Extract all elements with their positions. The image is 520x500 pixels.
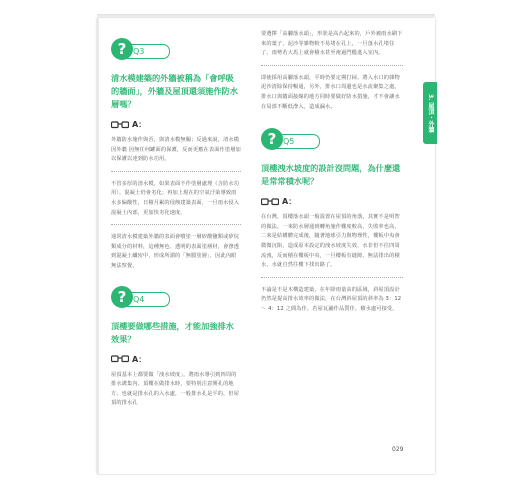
glasses-icon (111, 355, 129, 363)
q3-paragraph-3: 通常清水模建築外牆的表面會噴塗一層矽酸鹽類或矽烷類成分的材料，這種無色、透明的表面塗層材，會滲透到混凝土纖密中，形成所謂的「無膜塗層」，因此內眼無法察覺。 (111, 234, 240, 269)
q3-tab: Q3 (123, 44, 170, 59)
q3-title: 清水模建築的外牆被稱為「會呼吸的牆面」，外牆及屋頂還須施作防水層嗎？ (111, 73, 238, 109)
q5-paragraph-1: 在台灣，頂樓落水頭一般設置在屋頂的角落，其實不是明智的做法。一來防水層通到轉角施作難度較高，失敗率也高，二來是結構體完成後，隨著地球引力與物理性，樓板中央會微微沉陷，造成原本設定的洩水坡度失效，水非但不往四周流洩，反而積在樓板中央，一旦樓板有縫隙，無法排出的積水，水就自然往樓下找出路了。 (261, 214, 400, 269)
glasses-icon (111, 121, 129, 129)
glasses-icon (261, 198, 279, 206)
right-column (261, 30, 403, 321)
divider (261, 65, 403, 66)
q4-title: 頂樓要做哪些措施，才能加強排水效果？ (111, 320, 234, 344)
question-bubble-icon: ? (111, 38, 133, 60)
q5-tab: Q5 (273, 134, 320, 149)
q4-answer-label: A： (132, 354, 147, 364)
q4-tab: Q4 (123, 292, 170, 307)
q5-answer-head (261, 196, 403, 207)
left-column (111, 38, 241, 415)
q5-paragraph-2: 不論是不是木構造建築，在年降雨量高的區域，斜屋頂設計仍然是提高排水效率的做法，在台灣斜屋頂的斜率為 3：12 ～ 4：12 之間為佳，若屋瓦鋪作品質佳，積水處可接受。 (261, 286, 402, 312)
q3-paragraph-2: 不管多厚的清水模，如果表面不作塗層處理（含防水功用），混凝土仍會劣化；再加上現在的空氣汙染導致雨水多偏酸性，日積月累的侵蝕建築表面，一旦雨水侵入混凝土內部，更加快劣化速度。 (111, 180, 240, 216)
question-bubble-icon: ? (111, 286, 133, 308)
q4-answer-head (111, 354, 241, 365)
q3-header (111, 38, 241, 64)
divider (261, 277, 403, 278)
q5-title: 頂樓洩水坡度的設計沒問題，為什麼還是常常積水呢？ (261, 163, 401, 187)
q4-continuation-1: 要選擇「高腳落水頭」，形狀是高凸起來的，戶外被雨水刷下來的葉子，泥沙等雜物較不易堵在孔上，一旦落水孔堵住了，雨勢若大馬上就會積水甚至淹過門檻進入室內。 (261, 31, 403, 57)
q5-answer-label: A： (282, 197, 297, 207)
q4-paragraph-1: 屋頂基本上都要做「洩水坡度」，將雨水導引到四周的排水溝集內。頂樓在做排水時，要特別注意開孔的地方，也就是排水孔的入水處，一般排水孔是平的，但屋頂的排水孔 (111, 371, 240, 407)
page-number: 029 (392, 446, 404, 453)
q3-answer-label: A： (132, 120, 147, 129)
q4-continuation-2: 即使採用高腳落水頭，平時仍要定期打掃，將入水口的雜物泥沙清除保持暢通，另外，排水口周邊也是水流聚集之處，排水口與牆面接線的地方同時要做好防水措施，才不會讓水在局部不斷低滲入，造成漏水。 (261, 74, 400, 110)
question-bubble-icon: ? (261, 128, 283, 150)
chapter-side-tab: 3. 屋頂・外牆 (423, 82, 437, 144)
divider (111, 224, 241, 225)
divider (111, 171, 241, 172)
q3-answer-head (111, 119, 241, 130)
q5-header (261, 128, 403, 154)
q4-header (111, 286, 241, 312)
q3-paragraph-1: 外牆防水施作與否，與清水模無關；反過來說，清水模因外牆 因無任何罐面的保護，反而更應在表面作塗層加以保護以達到防水功用。 (111, 137, 241, 163)
page-spine (97, 18, 99, 474)
